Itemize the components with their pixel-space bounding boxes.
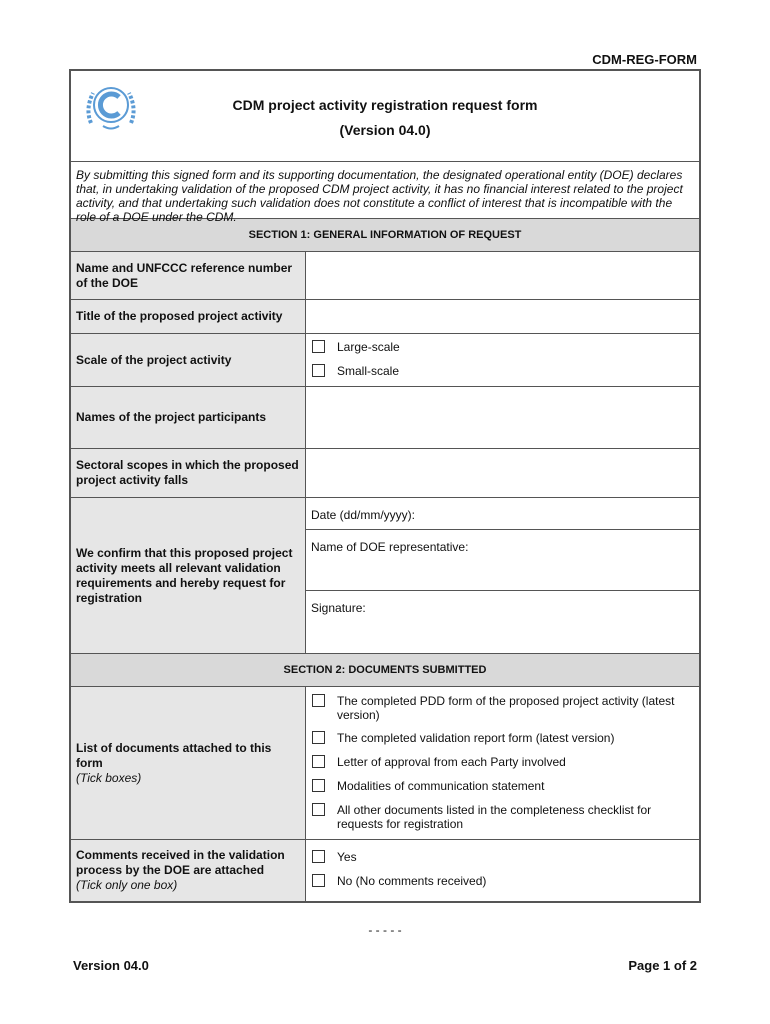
doc-label-modalities: Modalities of communication statement <box>337 779 545 793</box>
scale-label: Scale of the project activity <box>71 334 306 386</box>
doe-row <box>71 252 699 300</box>
doc-item-pdd[interactable] <box>306 694 699 722</box>
doe-label: Name and UNFCCC reference number of the DOE <box>71 252 306 299</box>
documents-label-cell <box>71 687 306 839</box>
date-label: Date (dd/mm/yyyy): <box>311 508 416 522</box>
scale-row <box>71 334 699 387</box>
documents-label: List of documents attached to this form <box>76 740 272 770</box>
sectoral-label: Sectoral scopes in which the proposed project activity falls <box>71 449 306 497</box>
comments-note: (Tick only one box) <box>76 878 178 892</box>
sectoral-row <box>71 449 699 498</box>
project-title-label: Title of the proposed project activity <box>71 300 306 333</box>
date-field[interactable] <box>306 498 699 530</box>
form-code: CDM-REG-FORM <box>592 52 697 67</box>
comments-no-option[interactable] <box>306 874 699 888</box>
confirm-label: We confirm that this proposed project activity meets all relevant validation requirements and hereby request for registration <box>71 498 306 653</box>
large-scale-checkbox[interactable] <box>312 340 325 353</box>
project-title-field[interactable] <box>306 300 699 333</box>
comments-label: Comments received in the validation process by the DOE are attached <box>76 848 285 877</box>
documents-row <box>71 687 699 840</box>
signature-field[interactable] <box>306 591 699 653</box>
page-separator: - - - - - <box>368 923 402 937</box>
participants-row <box>71 387 699 449</box>
form-header <box>71 71 699 162</box>
small-scale-checkbox[interactable] <box>312 364 325 377</box>
doc-checkbox-validation-report[interactable] <box>312 731 325 744</box>
footer-version: Version 04.0 <box>73 958 149 973</box>
comments-options <box>306 840 699 901</box>
large-scale-label: Large-scale <box>337 340 400 354</box>
doc-checkbox-modalities[interactable] <box>312 779 325 792</box>
declaration-text: By submitting this signed form and its supporting documentation, the designated operational entity (DOE) declares that, in undertaking validation of the proposed CDM project activity, it has no financial interest related to the project activity, and that undertaking such validation does not constitute a conflict of interest that is incompatible with the role of a DOE under the CDM. <box>71 162 699 219</box>
comments-no-label: No (No comments received) <box>337 874 487 888</box>
doc-label-other-documents: All other documents listed in the completeness checklist for requests for registration <box>337 803 652 831</box>
participants-label: Names of the project participants <box>71 387 306 448</box>
doc-label-validation-report: The completed validation report form (latest version) <box>337 731 615 745</box>
doc-checkbox-pdd[interactable] <box>312 694 325 707</box>
form-title: CDM project activity registration request form <box>232 97 538 113</box>
doc-item-modalities[interactable] <box>306 779 699 793</box>
footer-page-number: Page 1 of 2 <box>628 958 697 973</box>
comments-yes-label: Yes <box>337 850 357 864</box>
section-2-title: SECTION 2: DOCUMENTS SUBMITTED <box>71 654 699 687</box>
registration-form <box>69 69 701 903</box>
participants-field[interactable] <box>306 387 699 448</box>
confirm-row <box>71 498 699 654</box>
scale-options <box>306 334 699 386</box>
project-title-row <box>71 300 699 334</box>
doc-label-pdd: The completed PDD form of the proposed project activity (latest version) <box>337 694 675 722</box>
doc-item-validation-report[interactable] <box>306 731 699 745</box>
doc-item-letter-of-approval[interactable] <box>306 755 699 769</box>
comments-yes-option[interactable] <box>306 850 699 864</box>
comments-yes-checkbox[interactable] <box>312 850 325 863</box>
representative-field[interactable] <box>306 530 699 591</box>
confirm-fields <box>306 498 699 653</box>
form-version: (Version 04.0) <box>339 122 431 138</box>
small-scale-label: Small-scale <box>337 364 400 378</box>
doc-checkbox-letter-of-approval[interactable] <box>312 755 325 768</box>
comments-label-cell <box>71 840 306 901</box>
documents-note: (Tick boxes) <box>76 770 142 785</box>
documents-list <box>306 687 699 839</box>
doc-item-other-documents[interactable] <box>306 803 699 831</box>
sectoral-field[interactable] <box>306 449 699 497</box>
large-scale-option[interactable] <box>306 340 699 354</box>
representative-label: Name of DOE representative: <box>311 540 469 554</box>
comments-no-checkbox[interactable] <box>312 874 325 887</box>
doc-label-letter-of-approval: Letter of approval from each Party involved <box>337 755 566 769</box>
doe-field[interactable] <box>306 252 699 299</box>
signature-label: Signature: <box>311 601 366 615</box>
doc-checkbox-other-documents[interactable] <box>312 803 325 816</box>
small-scale-option[interactable] <box>306 364 699 378</box>
section-1-title: SECTION 1: GENERAL INFORMATION OF REQUEST <box>71 219 699 252</box>
comments-row <box>71 840 699 901</box>
